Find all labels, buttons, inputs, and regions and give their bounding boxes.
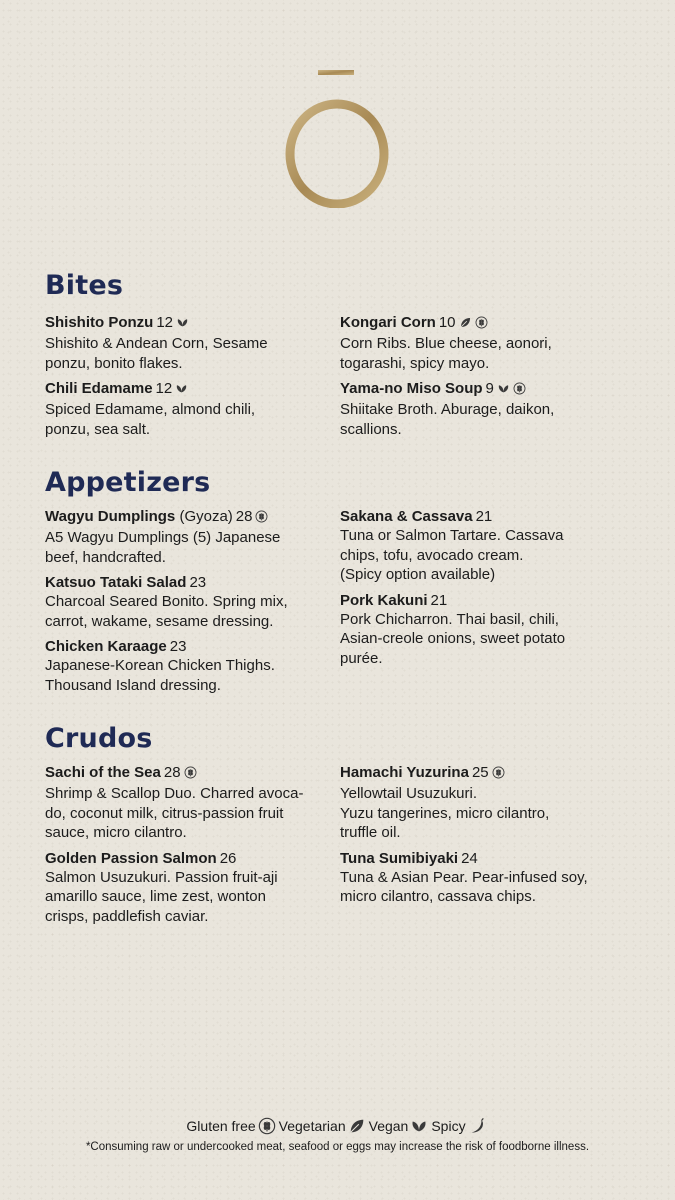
- menu-item-name: Kongari Corn: [340, 314, 436, 331]
- menu-item-name: Pork Kakuni: [340, 591, 428, 609]
- crudos-left-column: [45, 763, 330, 932]
- legend-gluten-free-label: Gluten free: [186, 1118, 256, 1134]
- menu-item-description: scallions.: [340, 420, 402, 438]
- menu-item-description: chips, tofu, avocado cream.: [340, 546, 524, 564]
- menu-item-name: Chicken Karaage: [45, 638, 167, 655]
- legend-spicy-label: Spicy: [431, 1118, 466, 1134]
- menu-item-price: 12: [156, 314, 174, 331]
- vegetarian-icon: [348, 1117, 366, 1138]
- menu-item: [340, 313, 625, 373]
- menu-item-price: 28: [163, 764, 181, 781]
- menu-item-description: Asian-creole onions, sweet potato: [340, 630, 566, 647]
- menu-item-header: [45, 379, 330, 400]
- menu-item: [45, 313, 330, 373]
- appetizers-left-column: [45, 507, 330, 701]
- vegan-icon: [410, 1117, 428, 1138]
- gluten-free-icon: [492, 765, 505, 784]
- menu-item-price: 12: [155, 380, 173, 397]
- bites-left-column: [45, 313, 330, 445]
- menu-item: [340, 849, 625, 907]
- legend-vegetarian-label: Vegetarian: [278, 1118, 346, 1134]
- menu-item: [45, 573, 330, 631]
- menu-item-description: truffle oil.: [340, 824, 401, 841]
- menu-item-name: Katsuo Tataki Salad: [45, 574, 187, 591]
- menu-item-description: Charcoal Seared Bonito. Spring mix,: [45, 593, 288, 610]
- menu-item-description: ponzu, bonito flakes.: [45, 354, 183, 372]
- menu-item: [340, 591, 625, 669]
- menu-item-price: 21: [475, 508, 493, 525]
- menu-item-description: Salmon Usuzukuri. Passion fruit-aji: [45, 868, 278, 886]
- menu-item-price: 26: [219, 849, 237, 867]
- menu-item-description: sauce, micro cilantro.: [45, 824, 187, 841]
- menu-item-description: A5 Wagyu Dumplings (5) Japanese: [45, 529, 281, 546]
- menu-item: [45, 637, 330, 695]
- vegan-icon: [176, 315, 189, 334]
- gluten-free-icon: [184, 765, 197, 784]
- menu-item-header: [45, 573, 330, 592]
- menu-item-name: Yama-no Miso Soup: [340, 380, 483, 397]
- menu-item-description: Japanese-Korean Chicken Thighs.: [45, 657, 275, 674]
- gluten-free-icon: [475, 315, 488, 334]
- menu-item-header: [45, 313, 330, 334]
- menu-item-price: 23: [189, 574, 207, 591]
- menu-item-name: Wagyu Dumplings: [45, 508, 176, 525]
- menu-item-description: Thousand Island dressing.: [45, 676, 221, 694]
- menu-item: [45, 379, 330, 439]
- menu-item-description: do, coconut milk, citrus-passion fruit: [45, 804, 284, 822]
- appetizers-right-column: [340, 507, 625, 674]
- menu-item-qualifier: (Gyoza): [179, 508, 233, 525]
- menu-item-description: Tuna or Salmon Tartare. Cassava: [340, 527, 564, 544]
- menu-item-description: crisps, paddlefish caviar.: [45, 907, 209, 925]
- menu-item-price: 9: [485, 380, 494, 397]
- menu-item-description: amarillo sauce, lime zest, wonton: [45, 888, 266, 905]
- menu-item-header: [340, 849, 625, 868]
- menu-item: [45, 507, 330, 567]
- menu-item-name: Chili Edamame: [45, 380, 153, 397]
- menu-item-description: togarashi, spicy mayo.: [340, 354, 490, 372]
- menu-item-name: Sachi of the Sea: [45, 764, 161, 781]
- menu-item-description: ponzu, sea salt.: [45, 420, 151, 438]
- menu-item-description: Tuna & Asian Pear. Pear-infused soy,: [340, 868, 588, 886]
- menu-item-description: beef, handcrafted.: [45, 548, 166, 566]
- menu-item-description: carrot, wakame, sesame dressing.: [45, 612, 274, 630]
- menu-item-description: Corn Ribs. Blue cheese, aonori,: [340, 335, 552, 352]
- menu-item-header: [340, 379, 625, 400]
- menu-item: [340, 379, 625, 439]
- menu-item-header: [340, 763, 625, 784]
- menu-item-header: [45, 763, 330, 784]
- menu-item-header: [340, 313, 625, 334]
- menu-item: [45, 763, 330, 843]
- bites-right-column: [340, 313, 625, 445]
- menu-item: [340, 763, 625, 843]
- vegetarian-icon: [459, 315, 472, 334]
- menu-item-price: 21: [430, 591, 448, 609]
- menu-item-price: 10: [438, 314, 456, 331]
- menu-item-header: [45, 849, 330, 868]
- menu-item: [340, 507, 625, 585]
- menu-item-description: Shishito & Andean Corn, Sesame: [45, 335, 268, 352]
- menu-item-description: (Spicy option available): [340, 566, 496, 583]
- menu-item-price: 23: [169, 638, 187, 655]
- menu-item-header: [340, 591, 625, 610]
- restaurant-logo: [282, 68, 392, 208]
- menu-item-description: Shrimp & Scallop Duo. Charred avoca-: [45, 785, 304, 802]
- menu-item-price: 24: [461, 849, 478, 867]
- menu-item-description: Yellowtail Usuzukuri.: [340, 785, 478, 802]
- menu-item-name: Tuna Sumibiyaki: [340, 849, 459, 867]
- spicy-icon: [468, 1117, 486, 1138]
- menu-item-description: Spiced Edamame, almond chili,: [45, 401, 256, 418]
- menu-item-description: Shiitake Broth. Aburage, daikon,: [340, 401, 555, 418]
- menu-item-header: [45, 637, 330, 656]
- menu-item-header: [45, 507, 330, 528]
- gluten-free-icon: [513, 381, 526, 400]
- gluten-free-icon: [258, 1117, 276, 1138]
- section-title-bites: Bites: [45, 270, 124, 301]
- menu-item-price: 28: [235, 508, 253, 525]
- dietary-legend: [0, 1117, 675, 1138]
- vegan-icon: [497, 381, 510, 400]
- section-title-crudos: Crudos: [45, 723, 153, 754]
- section-title-appetizers: Appetizers: [45, 467, 211, 498]
- menu-item-header: [340, 507, 625, 526]
- menu-item-description: Yuzu tangerines, micro cilantro,: [340, 804, 550, 822]
- menu-item-description: purée.: [340, 649, 383, 667]
- menu-item-price: 25: [471, 764, 489, 781]
- menu-item-name: Sakana & Cassava: [340, 508, 473, 525]
- menu-item-name: Golden Passion Salmon: [45, 849, 217, 867]
- menu-item: [45, 849, 330, 927]
- crudos-right-column: [340, 763, 625, 913]
- menu-item-description: micro cilantro, cassava chips.: [340, 888, 536, 905]
- food-safety-disclaimer: *Consuming raw or undercooked meat, seafood or eggs may increase the risk of foodborne illness.: [85, 1141, 590, 1153]
- menu-item-name: Hamachi Yuzurina: [340, 764, 469, 781]
- gluten-free-icon: [255, 509, 268, 528]
- legend-vegan-label: Vegan: [368, 1118, 409, 1134]
- menu-item-name: Shishito Ponzu: [45, 314, 154, 331]
- vegan-icon: [175, 381, 188, 400]
- menu-item-description: Pork Chicharron. Thai basil, chili,: [340, 610, 559, 628]
